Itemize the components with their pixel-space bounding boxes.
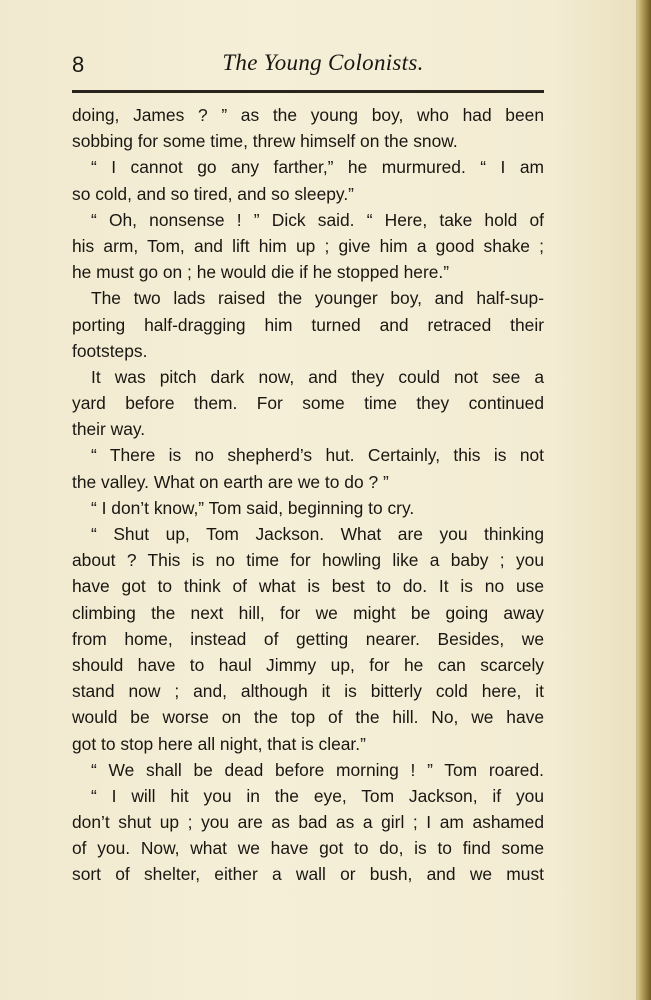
- text-line: porting half-dragging him turned and retraced their: [72, 314, 544, 335]
- text-line: so cold, and so tired, and so sleepy.”: [72, 183, 354, 204]
- text-line: It was pitch dark now, and they could not see a: [91, 366, 544, 387]
- text-line: have got to think of what is best to do. It is no use: [72, 576, 544, 597]
- text-line: sobbing for some time, threw himself on the snow.: [72, 131, 458, 152]
- text-line: stand now ; and, although it is bitterly cold here, it: [72, 681, 544, 702]
- text-line: “ There is no shepherd’s hut. Certainly, this is not: [91, 445, 544, 466]
- text-line: of you. Now, what we have got to do, is to find some: [72, 838, 544, 859]
- text-line: he must go on ; he would die if he stopped here.”: [72, 262, 450, 283]
- text-line: the valley. What on earth are we to do ? ”: [72, 471, 389, 492]
- text-line: don’t shut up ; you are as bad as a girl ; I am ashamed: [72, 812, 544, 833]
- text-line: about ? This is no time for howling like a baby ; you: [72, 550, 544, 571]
- text-line: climbing the next hill, for we might be going away: [72, 602, 544, 623]
- text-line: The two lads raised the younger boy, and half-sup-: [91, 288, 544, 309]
- text-line: sort of shelter, either a wall or bush, and we must: [72, 864, 544, 885]
- text-line: “ I don’t know,” Tom said, beginning to cry.: [91, 497, 415, 518]
- page-header: [72, 50, 544, 84]
- text-line: his arm, Tom, and lift him up ; give him a good shake ;: [72, 235, 544, 256]
- page-edge-shadow: [637, 0, 651, 1000]
- text-line: doing, James ? ” as the young boy, who had been: [72, 105, 544, 125]
- text-line: footsteps.: [72, 340, 148, 361]
- body-text: [72, 102, 544, 888]
- text-line: from home, instead of getting nearer. Besides, we: [72, 628, 544, 649]
- text-line: yard before them. For some time they continued: [72, 393, 544, 414]
- header-rule: [72, 90, 544, 93]
- text-line: “ Shut up, Tom Jackson. What are you thinking: [91, 524, 544, 544]
- page-number: 8: [72, 52, 85, 77]
- text-line: “ I cannot go any farther,” he murmured. “ I am: [91, 157, 544, 178]
- text-line: “ I will hit you in the eye, Tom Jackson, if you: [91, 785, 544, 806]
- text-line: “ Oh, nonsense ! ” Dick said. “ Here, take hold of: [91, 209, 544, 230]
- text-line: would be worse on the top of the hill. No, we have: [72, 707, 544, 728]
- text-line: their way.: [72, 419, 146, 440]
- text-line: “ We shall be dead before morning ! ” Tom roared.: [91, 759, 544, 780]
- text-line: got to stop here all night, that is clear.”: [72, 733, 366, 754]
- running-title: The Young Colonists.: [222, 50, 424, 75]
- text-line: should have to haul Jimmy up, for he can scarcely: [72, 654, 544, 675]
